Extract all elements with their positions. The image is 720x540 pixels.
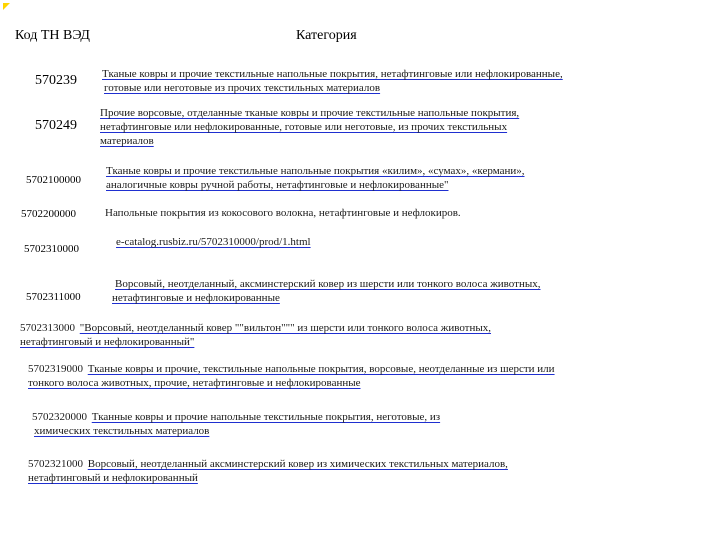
- row-description-link-line[interactable]: нетафтинговый и нефлокированный: [28, 472, 198, 484]
- row-description-link-line[interactable]: готовые или неготовые из прочих текстильных материалов: [104, 82, 381, 94]
- row-description-link-line[interactable]: Тканные ковры и прочие напольные текстильные покрытия, неготовые, из: [91, 411, 441, 423]
- row-code: 5702200000: [21, 208, 76, 220]
- row-code: 5702321000: [28, 458, 83, 470]
- row-description-link-line[interactable]: аналогичные ковры ручной работы, нетафтинговые и нефлокированные": [106, 179, 449, 191]
- row-code: 5702319000: [28, 363, 83, 375]
- row-description: [106, 164, 716, 192]
- corner-marker: [3, 3, 10, 10]
- row-description-text-line: Напольные покрытия из кокосового волокна, нетафтинговые и нефлокиров.: [105, 207, 461, 219]
- row-description-link-line[interactable]: химических текстильных материалов: [34, 425, 210, 437]
- row-description: [112, 277, 712, 305]
- row-description-link-line[interactable]: Тканые ковры и прочие текстильные напольные покрытия «килим», «сумах», «кермани»,: [106, 165, 525, 177]
- row-description-link-line[interactable]: "Ворсовый, неотделанный ковер ""вильтон""" из шерсти или тонкого волоса животных,: [79, 322, 492, 334]
- row-description-link-line[interactable]: нетафтинговый и нефлокированный": [20, 336, 195, 348]
- row-description: [100, 106, 710, 148]
- row-description-link-line[interactable]: Тканые ковры и прочие, текстильные напольные покрытия, ворсовые, неотделанные из шерсти или: [87, 363, 555, 375]
- row-code: 5702310000: [24, 243, 79, 255]
- row-description-link-line[interactable]: нетафтинговые или нефлокированные, готовые или неготовые, из прочих текстильных: [100, 121, 508, 133]
- row-code: 5702313000: [20, 322, 75, 334]
- row-code: 5702100000: [26, 174, 81, 186]
- row-description-link-line[interactable]: Ворсовый, неотделанный аксминстерский ковер из химических текстильных материалов,: [87, 458, 508, 470]
- row-description: [32, 410, 672, 438]
- row-description-link-line[interactable]: Ворсовый, неотделанный, аксминстерский ковер из шерсти или тонкого волоса животных,: [115, 278, 541, 290]
- row-code: 5702320000: [32, 411, 87, 423]
- catalog-url-link[interactable]: e-catalog.rusbiz.ru/5702310000/prod/1.html: [116, 236, 311, 248]
- row-description: [28, 362, 718, 390]
- row-description-link-line[interactable]: материалов: [100, 135, 154, 147]
- category-column-header: Категория: [296, 28, 357, 43]
- row-description-link-line[interactable]: тонкого волоса животных, прочие, нетафтинговые и нефлокированные: [28, 377, 361, 389]
- row-code: 570239: [35, 73, 77, 88]
- row-description-link-line[interactable]: Тканые ковры и прочие текстильные напольные покрытия, нетафтинговые или нефлокированные,: [102, 68, 563, 80]
- row-description: [105, 206, 715, 220]
- row-description: [28, 457, 688, 485]
- code-column-header: Код ТН ВЭД: [15, 28, 90, 43]
- row-description-link-line[interactable]: Прочие ворсовые, отделанные тканые ковры и прочие текстильные напольные покрытия,: [100, 107, 520, 119]
- row-description-link-line[interactable]: нетафтинговые и нефлокированные: [112, 292, 280, 304]
- row-code: 570249: [35, 118, 77, 133]
- row-description: [102, 67, 712, 95]
- row-code: 5702311000: [26, 291, 81, 303]
- row-description: [20, 321, 680, 349]
- row-description: [116, 235, 516, 249]
